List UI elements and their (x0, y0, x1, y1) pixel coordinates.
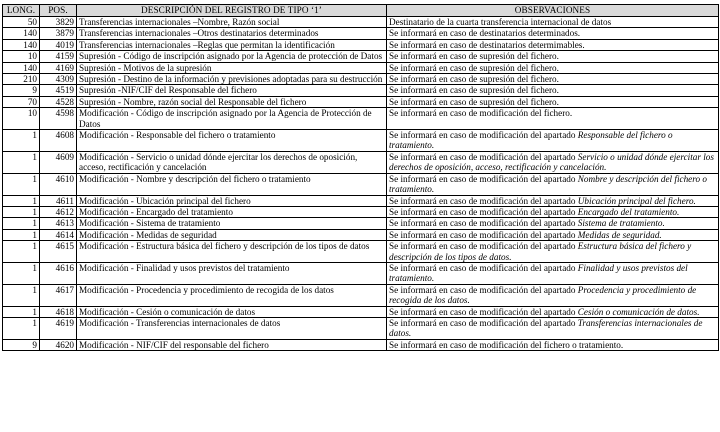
observation-section-name: Nombre y descripción del fichero o tratamiento. (389, 173, 707, 195)
cell-observations (387, 130, 719, 152)
cell-pos: 4612 (40, 206, 77, 217)
cell-pos: 4614 (40, 229, 77, 240)
cell-observations (387, 317, 719, 339)
cell-observations (387, 284, 719, 306)
table-row (3, 28, 719, 39)
cell-observations (387, 28, 719, 39)
observation-text: Se informará en caso de modificación del apartado (389, 173, 578, 184)
cell-pos: 4617 (40, 284, 77, 306)
cell-long: 140 (3, 39, 40, 50)
observation-section-name: Servicio o unidad dónde ejercitar los derechos de oposición, acceso, rectificación y cancelación. (389, 151, 714, 173)
cell-long: 9 (3, 339, 40, 350)
table-row (3, 195, 719, 206)
cell-pos: 4610 (40, 173, 77, 195)
cell-pos: 4611 (40, 195, 77, 206)
cell-long: 1 (3, 218, 40, 229)
cell-description: Modificación - Encargado del tratamiento (77, 206, 387, 217)
observation-section-name: Medidas de seguridad. (577, 229, 662, 240)
cell-pos: 4615 (40, 241, 77, 263)
cell-long: 1 (3, 284, 40, 306)
cell-observations (387, 262, 719, 284)
cell-description: Modificación - Sistema de tratamiento (77, 218, 387, 229)
cell-long: 1 (3, 306, 40, 317)
cell-pos: 4619 (40, 317, 77, 339)
cell-pos: 3829 (40, 17, 77, 28)
cell-observations (387, 151, 719, 173)
table-row (3, 306, 719, 317)
table-row (3, 339, 719, 350)
cell-long: 70 (3, 96, 40, 107)
cell-pos: 4618 (40, 306, 77, 317)
cell-observations (387, 173, 719, 195)
cell-long: 9 (3, 85, 40, 96)
cell-long: 10 (3, 51, 40, 62)
observation-section-name: Finalidad y usos previstos del tratamiento. (389, 262, 688, 284)
cell-long: 1 (3, 151, 40, 173)
cell-observations (387, 74, 719, 85)
cell-observations (387, 51, 719, 62)
observation-section-name: Procedencia y procedimiento de recogida de los datos. (389, 284, 697, 306)
table-row (3, 206, 719, 217)
cell-description: Supresión -NIF/CIF del Responsable del fichero (77, 85, 387, 96)
header-observations: OBSERVACIONES (387, 5, 719, 17)
header-row (3, 5, 719, 17)
cell-pos: 4616 (40, 262, 77, 284)
cell-long: 50 (3, 17, 40, 28)
observation-text: Destinatario de la cuarta transferencia internacional de datos (389, 17, 612, 27)
observation-section-name: Estructura básica del fichero y descripción de los tipos de datos. (389, 241, 692, 262)
cell-pos: 4613 (40, 218, 77, 229)
table-row (3, 229, 719, 240)
cell-long: 1 (3, 130, 40, 152)
table-row (3, 17, 719, 28)
cell-long: 140 (3, 28, 40, 39)
observation-text: Se informará en caso de supresión del fichero. (389, 62, 559, 73)
observation-section-name: Transferencias internacionales de datos. (389, 317, 703, 339)
cell-description: Modificación - Responsable del fichero o tratamiento (77, 130, 387, 152)
cell-description: Modificación - Medidas de seguridad (77, 229, 387, 240)
cell-description: Transferencias internacionales –Nombre, Razón social (77, 17, 387, 28)
cell-observations (387, 39, 719, 50)
cell-description: Supresión - Código de inscripción asignado por la Agencia de protección de Datos (77, 51, 387, 62)
table-row (3, 51, 719, 62)
cell-pos: 4169 (40, 62, 77, 73)
observation-text: Se informará en caso de modificación del apartado (389, 206, 578, 217)
cell-description: Modificación - Transferencias internacionales de datos (77, 317, 387, 339)
table-row (3, 284, 719, 306)
cell-long: 140 (3, 62, 40, 73)
cell-pos: 4309 (40, 74, 77, 85)
cell-description: Modificación - Finalidad y usos previstos del tratamiento (77, 262, 387, 284)
table-row (3, 218, 719, 229)
header-long: LONG. (3, 5, 40, 17)
cell-description: Transferencias internacionales –Reglas que permitan la identificación (77, 39, 387, 50)
header-pos: POS. (40, 5, 77, 17)
observation-text: Se informará en caso de modificación del apartado (389, 130, 578, 141)
observation-section-name: Cesión o comunicación de datos. (577, 306, 700, 317)
table-row (3, 108, 719, 130)
cell-long: 1 (3, 262, 40, 284)
observation-section-name: Encargado del tratamiento. (577, 206, 680, 217)
cell-description: Modificación - Estructura básica del fichero y descripción de los tipos de datos (77, 241, 387, 263)
cell-long: 1 (3, 317, 40, 339)
observation-text: Se informará en caso de modificación del apartado (389, 218, 578, 229)
cell-long: 1 (3, 195, 40, 206)
cell-long: 1 (3, 241, 40, 263)
cell-observations (387, 195, 719, 206)
cell-description: Modificación - Cesión o comunicación de datos (77, 306, 387, 317)
observation-text: Se informará en caso de modificación del apartado (389, 306, 578, 317)
cell-pos: 4609 (40, 151, 77, 173)
table-row (3, 85, 719, 96)
table-row (3, 62, 719, 73)
cell-pos: 4598 (40, 108, 77, 130)
observation-text: Se informará en caso de modificación del apartado (389, 262, 578, 273)
table-row (3, 317, 719, 339)
cell-observations (387, 206, 719, 217)
table-row (3, 151, 719, 173)
table-row (3, 241, 719, 263)
cell-description: Transferencias internacionales –Otros destinatarios determinados (77, 28, 387, 39)
cell-pos: 4159 (40, 51, 77, 62)
observation-section-name: Sistema de tratamiento. (577, 218, 665, 229)
cell-pos: 3879 (40, 28, 77, 39)
cell-pos: 4519 (40, 85, 77, 96)
table-row (3, 74, 719, 85)
cell-description: Modificación - Código de inscripción asignado por la Agencia de Protección de Datos (77, 108, 387, 130)
cell-observations (387, 339, 719, 350)
header-description: DESCRIPCIÓN DEL REGISTRO DE TIPO ‘1’ (77, 5, 387, 17)
record-type-table (2, 4, 719, 351)
cell-pos: 4608 (40, 130, 77, 152)
table-header (3, 5, 719, 17)
cell-observations (387, 218, 719, 229)
cell-long: 210 (3, 74, 40, 85)
cell-observations (387, 17, 719, 28)
table-row (3, 96, 719, 107)
table-row (3, 130, 719, 152)
observation-text: Se informará en caso de modificación del fichero o tratamiento. (389, 339, 624, 350)
cell-pos: 4528 (40, 96, 77, 107)
observation-text: Se informará en caso de modificación del apartado (389, 195, 578, 206)
observation-text: Se informará en caso de supresión del fichero. (389, 96, 559, 107)
cell-long: 10 (3, 108, 40, 130)
cell-long: 1 (3, 173, 40, 195)
cell-observations (387, 108, 719, 130)
cell-long: 1 (3, 206, 40, 217)
observation-text: Se informará en caso de supresión del fichero. (389, 74, 559, 85)
cell-observations (387, 85, 719, 96)
cell-description: Supresión - Nombre, razón social del Responsable del fichero (77, 96, 387, 107)
cell-observations (387, 62, 719, 73)
cell-pos: 4620 (40, 339, 77, 350)
cell-description: Modificación - Nombre y descripción del fichero o tratamiento (77, 173, 387, 195)
observation-text: Se informará en caso de modificación del apartado (389, 284, 578, 295)
observation-text: Se informará en caso de modificación del apartado (389, 317, 578, 328)
table-row (3, 39, 719, 50)
cell-observations (387, 229, 719, 240)
observation-section-name: Ubicación principal del fichero. (577, 195, 696, 206)
cell-description: Modificación - NIF/CIF del responsable del fichero (77, 339, 387, 350)
observation-text: Se informará en caso de supresión del fichero. (389, 51, 559, 62)
cell-pos: 4019 (40, 39, 77, 50)
cell-long: 1 (3, 229, 40, 240)
observation-text: Se informará en caso de modificación del fichero. (389, 108, 573, 119)
cell-description: Modificación - Ubicación principal del fichero (77, 195, 387, 206)
cell-observations (387, 96, 719, 107)
observation-section-name: Responsable del fichero o tratamiento. (389, 130, 673, 151)
cell-description: Modificación - Servicio o unidad dónde ejercitar los derechos de oposición, acceso, rectificación y cancelación (77, 151, 387, 173)
observation-text: Se informará en caso de modificación del apartado (389, 229, 578, 240)
table-body (3, 17, 719, 351)
observation-text: Se informará en caso de destinatarios determinados. (389, 28, 581, 39)
cell-observations (387, 306, 719, 317)
cell-description: Modificación - Procedencia y procedimiento de recogida de los datos (77, 284, 387, 306)
cell-description: Supresión - Motivos de la supresión (77, 62, 387, 73)
cell-observations (387, 241, 719, 263)
observation-text: Se informará en caso de modificación del apartado (389, 151, 578, 162)
cell-description: Supresión - Destino de la información y previsiones adoptadas para su destrucción (77, 74, 387, 85)
observation-text: Se informará en caso de modificación del apartado (389, 241, 578, 252)
table-row (3, 173, 719, 195)
table-row (3, 262, 719, 284)
observation-text: Se informará en caso de destinatarios determimables. (389, 39, 585, 50)
observation-text: Se informará en caso de supresión del fichero. (389, 85, 559, 96)
